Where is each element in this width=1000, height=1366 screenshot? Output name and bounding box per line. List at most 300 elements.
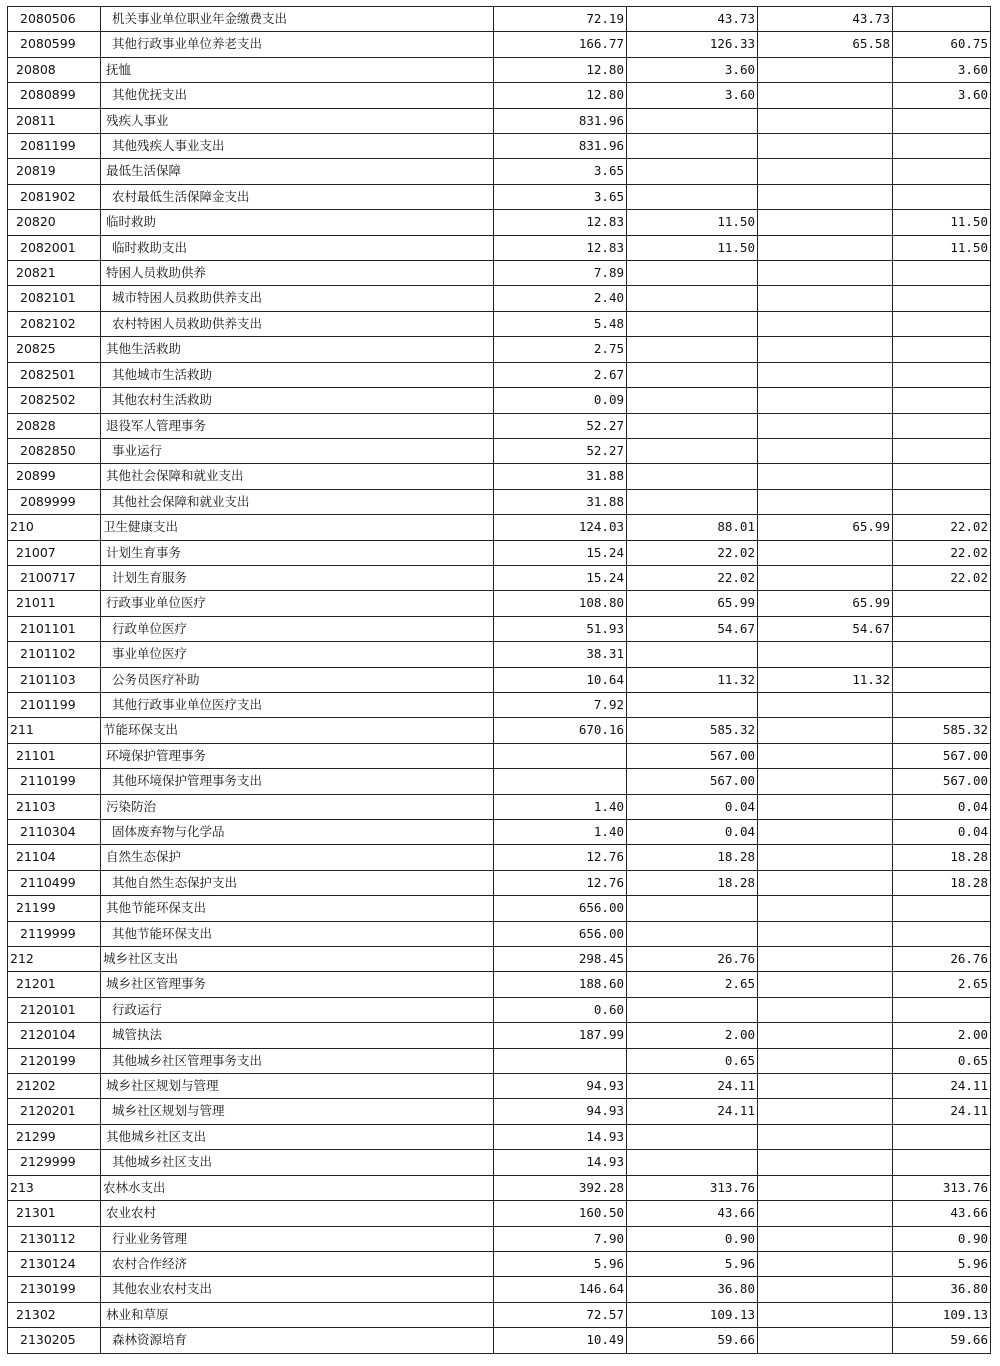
table-row	[8, 235, 991, 260]
table-row	[8, 134, 991, 159]
amount-col3-cell	[758, 845, 893, 870]
amount-col3-cell	[758, 794, 893, 819]
account-code-cell: 210	[8, 515, 101, 540]
account-name-cell: 事业运行	[101, 438, 494, 463]
account-code-cell: 20899	[8, 464, 101, 489]
amount-col2-cell: 2.00	[627, 1023, 758, 1048]
amount-col3-cell	[758, 261, 893, 286]
account-code-cell: 2130205	[8, 1328, 101, 1353]
amount-col3-cell	[758, 947, 893, 972]
amount-col4-cell: 43.66	[893, 1201, 991, 1226]
account-name-cell: 行政事业单位医疗	[101, 591, 494, 616]
amount-col2-cell	[627, 997, 758, 1022]
amount-col3-cell	[758, 718, 893, 743]
amount-col1-cell: 656.00	[494, 921, 627, 946]
amount-col3-cell	[758, 489, 893, 514]
amount-col3-cell	[758, 1302, 893, 1327]
account-code-cell: 20821	[8, 261, 101, 286]
amount-col1-cell: 72.19	[494, 7, 627, 32]
amount-col3-cell: 43.73	[758, 7, 893, 32]
amount-col4-cell: 22.02	[893, 540, 991, 565]
amount-col1-cell: 160.50	[494, 1201, 627, 1226]
amount-col1-cell	[494, 1048, 627, 1073]
amount-col1-cell: 3.65	[494, 184, 627, 209]
account-name-cell: 临时救助	[101, 210, 494, 235]
table-row	[8, 57, 991, 82]
account-name-cell: 事业单位医疗	[101, 642, 494, 667]
account-name-cell: 其他生活救助	[101, 337, 494, 362]
amount-col2-cell: 24.11	[627, 1099, 758, 1124]
amount-col4-cell: 109.13	[893, 1302, 991, 1327]
amount-col3-cell	[758, 413, 893, 438]
table-row	[8, 1048, 991, 1073]
amount-col2-cell	[627, 159, 758, 184]
amount-col4-cell	[893, 134, 991, 159]
amount-col2-cell	[627, 337, 758, 362]
amount-col1-cell: 124.03	[494, 515, 627, 540]
amount-col3-cell: 65.58	[758, 32, 893, 57]
account-name-cell: 机关事业单位职业年金缴费支出	[101, 7, 494, 32]
amount-col2-cell	[627, 108, 758, 133]
account-name-cell: 其他优抚支出	[101, 83, 494, 108]
amount-col2-cell: 3.60	[627, 57, 758, 82]
amount-col2-cell: 65.99	[627, 591, 758, 616]
amount-col2-cell: 0.90	[627, 1226, 758, 1251]
account-name-cell: 行政单位医疗	[101, 616, 494, 641]
amount-col3-cell	[758, 1074, 893, 1099]
account-code-cell: 2101103	[8, 667, 101, 692]
amount-col1-cell: 7.92	[494, 692, 627, 717]
amount-col1-cell: 670.16	[494, 718, 627, 743]
amount-col2-cell: 0.04	[627, 820, 758, 845]
amount-col3-cell	[758, 1150, 893, 1175]
amount-col4-cell	[893, 388, 991, 413]
amount-col4-cell: 313.76	[893, 1175, 991, 1200]
amount-col2-cell	[627, 261, 758, 286]
amount-col1-cell: 31.88	[494, 464, 627, 489]
amount-col2-cell: 59.66	[627, 1328, 758, 1353]
table-row	[8, 1226, 991, 1251]
amount-col2-cell: 26.76	[627, 947, 758, 972]
amount-col4-cell: 0.04	[893, 794, 991, 819]
amount-col1-cell: 2.67	[494, 362, 627, 387]
account-code-cell: 21302	[8, 1302, 101, 1327]
amount-col2-cell	[627, 1150, 758, 1175]
amount-col3-cell	[758, 83, 893, 108]
budget-table-container	[7, 6, 990, 1354]
account-name-cell: 其他行政事业单位养老支出	[101, 32, 494, 57]
amount-col3-cell: 65.99	[758, 515, 893, 540]
amount-col3-cell	[758, 1099, 893, 1124]
amount-col3-cell	[758, 464, 893, 489]
amount-col1-cell	[494, 743, 627, 768]
amount-col2-cell: 2.65	[627, 972, 758, 997]
account-code-cell: 2100717	[8, 565, 101, 590]
amount-col2-cell	[627, 896, 758, 921]
amount-col4-cell: 26.76	[893, 947, 991, 972]
account-name-cell: 其他城市生活救助	[101, 362, 494, 387]
table-row	[8, 1277, 991, 1302]
amount-col4-cell	[893, 159, 991, 184]
account-name-cell: 其他残疾人事业支出	[101, 134, 494, 159]
account-code-cell: 2130112	[8, 1226, 101, 1251]
amount-col4-cell: 60.75	[893, 32, 991, 57]
amount-col1-cell: 1.40	[494, 794, 627, 819]
amount-col4-cell	[893, 591, 991, 616]
amount-col2-cell: 11.32	[627, 667, 758, 692]
account-name-cell: 计划生育服务	[101, 565, 494, 590]
amount-col1-cell: 15.24	[494, 565, 627, 590]
amount-col2-cell: 3.60	[627, 83, 758, 108]
account-name-cell: 城乡社区管理事务	[101, 972, 494, 997]
amount-col1-cell: 52.27	[494, 413, 627, 438]
amount-col2-cell: 5.96	[627, 1251, 758, 1276]
amount-col3-cell	[758, 870, 893, 895]
account-name-cell: 公务员医疗补助	[101, 667, 494, 692]
account-code-cell: 2080599	[8, 32, 101, 57]
amount-col2-cell	[627, 642, 758, 667]
account-name-cell: 行政运行	[101, 997, 494, 1022]
account-code-cell: 2082101	[8, 286, 101, 311]
amount-col1-cell: 12.80	[494, 57, 627, 82]
amount-col1-cell: 51.93	[494, 616, 627, 641]
amount-col4-cell: 59.66	[893, 1328, 991, 1353]
table-row	[8, 769, 991, 794]
account-name-cell: 环境保护管理事务	[101, 743, 494, 768]
amount-col4-cell	[893, 337, 991, 362]
amount-col4-cell	[893, 261, 991, 286]
amount-col3-cell	[758, 769, 893, 794]
amount-col4-cell: 22.02	[893, 515, 991, 540]
amount-col1-cell: 3.65	[494, 159, 627, 184]
amount-col3-cell	[758, 1124, 893, 1149]
table-row	[8, 413, 991, 438]
amount-col4-cell	[893, 286, 991, 311]
amount-col4-cell	[893, 413, 991, 438]
amount-col2-cell	[627, 311, 758, 336]
account-code-cell: 2130199	[8, 1277, 101, 1302]
account-code-cell: 2120101	[8, 997, 101, 1022]
amount-col2-cell: 11.50	[627, 210, 758, 235]
amount-col4-cell	[893, 7, 991, 32]
amount-col4-cell	[893, 489, 991, 514]
account-code-cell: 2110199	[8, 769, 101, 794]
table-row	[8, 464, 991, 489]
table-row	[8, 718, 991, 743]
table-row	[8, 159, 991, 184]
budget-expenditure-table	[7, 6, 991, 1354]
amount-col2-cell: 18.28	[627, 870, 758, 895]
table-row	[8, 1099, 991, 1124]
account-code-cell: 20825	[8, 337, 101, 362]
amount-col4-cell	[893, 464, 991, 489]
table-row	[8, 540, 991, 565]
amount-col4-cell: 2.00	[893, 1023, 991, 1048]
amount-col3-cell	[758, 820, 893, 845]
account-code-cell: 2082001	[8, 235, 101, 260]
account-code-cell: 2081902	[8, 184, 101, 209]
amount-col1-cell: 94.93	[494, 1099, 627, 1124]
account-code-cell: 2110304	[8, 820, 101, 845]
account-code-cell: 2089999	[8, 489, 101, 514]
amount-col1-cell: 14.93	[494, 1150, 627, 1175]
amount-col4-cell: 2.65	[893, 972, 991, 997]
amount-col3-cell	[758, 972, 893, 997]
amount-col4-cell: 3.60	[893, 57, 991, 82]
amount-col1-cell: 0.09	[494, 388, 627, 413]
amount-col1-cell: 188.60	[494, 972, 627, 997]
account-name-cell: 城市特困人员救助供养支出	[101, 286, 494, 311]
account-name-cell: 退役军人管理事务	[101, 413, 494, 438]
table-row	[8, 870, 991, 895]
amount-col2-cell: 43.73	[627, 7, 758, 32]
amount-col1-cell: 5.48	[494, 311, 627, 336]
account-code-cell: 2081199	[8, 134, 101, 159]
amount-col2-cell	[627, 692, 758, 717]
table-row	[8, 667, 991, 692]
amount-col3-cell	[758, 388, 893, 413]
amount-col4-cell	[893, 667, 991, 692]
amount-col2-cell: 0.04	[627, 794, 758, 819]
account-name-cell: 其他农业农村支出	[101, 1277, 494, 1302]
amount-col4-cell: 567.00	[893, 743, 991, 768]
amount-col2-cell: 24.11	[627, 1074, 758, 1099]
table-row	[8, 489, 991, 514]
account-code-cell: 212	[8, 947, 101, 972]
account-name-cell: 特困人员救助供养	[101, 261, 494, 286]
account-name-cell: 其他行政事业单位医疗支出	[101, 692, 494, 717]
amount-col3-cell	[758, 108, 893, 133]
amount-col2-cell: 0.65	[627, 1048, 758, 1073]
account-code-cell: 21199	[8, 896, 101, 921]
account-name-cell: 残疾人事业	[101, 108, 494, 133]
table-row	[8, 83, 991, 108]
amount-col3-cell	[758, 565, 893, 590]
table-row	[8, 108, 991, 133]
amount-col2-cell: 11.50	[627, 235, 758, 260]
table-row	[8, 1302, 991, 1327]
account-code-cell: 211	[8, 718, 101, 743]
amount-col1-cell: 7.90	[494, 1226, 627, 1251]
table-row	[8, 438, 991, 463]
table-row	[8, 362, 991, 387]
account-name-cell: 行业业务管理	[101, 1226, 494, 1251]
amount-col4-cell: 5.96	[893, 1251, 991, 1276]
account-code-cell: 21301	[8, 1201, 101, 1226]
table-row	[8, 794, 991, 819]
account-name-cell: 卫生健康支出	[101, 515, 494, 540]
account-code-cell: 21007	[8, 540, 101, 565]
amount-col3-cell	[758, 896, 893, 921]
amount-col3-cell	[758, 184, 893, 209]
account-name-cell: 其他城乡社区支出	[101, 1150, 494, 1175]
amount-col4-cell	[893, 108, 991, 133]
amount-col3-cell	[758, 642, 893, 667]
amount-col4-cell: 0.90	[893, 1226, 991, 1251]
account-name-cell: 其他社会保障和就业支出	[101, 489, 494, 514]
table-row	[8, 642, 991, 667]
account-code-cell: 2130124	[8, 1251, 101, 1276]
account-code-cell: 2120199	[8, 1048, 101, 1073]
amount-col2-cell: 54.67	[627, 616, 758, 641]
amount-col1-cell: 14.93	[494, 1124, 627, 1149]
amount-col1-cell: 94.93	[494, 1074, 627, 1099]
table-row	[8, 972, 991, 997]
account-code-cell: 2120201	[8, 1099, 101, 1124]
amount-col3-cell	[758, 743, 893, 768]
amount-col3-cell	[758, 1226, 893, 1251]
amount-col3-cell: 65.99	[758, 591, 893, 616]
amount-col1-cell: 52.27	[494, 438, 627, 463]
account-name-cell: 抚恤	[101, 57, 494, 82]
amount-col1-cell: 298.45	[494, 947, 627, 972]
amount-col3-cell	[758, 921, 893, 946]
table-row	[8, 616, 991, 641]
account-code-cell: 2120104	[8, 1023, 101, 1048]
amount-col4-cell	[893, 1124, 991, 1149]
account-name-cell: 其他节能环保支出	[101, 921, 494, 946]
amount-col4-cell: 3.60	[893, 83, 991, 108]
amount-col4-cell: 0.65	[893, 1048, 991, 1073]
amount-col1-cell: 166.77	[494, 32, 627, 57]
amount-col2-cell: 585.32	[627, 718, 758, 743]
account-name-cell: 城乡社区支出	[101, 947, 494, 972]
account-code-cell: 2110499	[8, 870, 101, 895]
account-code-cell: 21104	[8, 845, 101, 870]
amount-col3-cell	[758, 1251, 893, 1276]
table-row	[8, 1023, 991, 1048]
account-code-cell: 2082850	[8, 438, 101, 463]
amount-col2-cell: 567.00	[627, 769, 758, 794]
account-code-cell: 20819	[8, 159, 101, 184]
table-row	[8, 32, 991, 57]
account-code-cell: 20828	[8, 413, 101, 438]
amount-col2-cell	[627, 388, 758, 413]
amount-col1-cell: 656.00	[494, 896, 627, 921]
account-code-cell: 21103	[8, 794, 101, 819]
amount-col2-cell	[627, 286, 758, 311]
account-code-cell: 21299	[8, 1124, 101, 1149]
amount-col4-cell: 24.11	[893, 1099, 991, 1124]
account-name-cell: 其他农村生活救助	[101, 388, 494, 413]
account-name-cell: 节能环保支出	[101, 718, 494, 743]
amount-col2-cell: 88.01	[627, 515, 758, 540]
amount-col2-cell: 22.02	[627, 565, 758, 590]
account-code-cell: 21011	[8, 591, 101, 616]
amount-col3-cell: 54.67	[758, 616, 893, 641]
table-row	[8, 1124, 991, 1149]
table-row	[8, 7, 991, 32]
account-code-cell: 2082502	[8, 388, 101, 413]
amount-col4-cell: 24.11	[893, 1074, 991, 1099]
amount-col4-cell	[893, 362, 991, 387]
amount-col1-cell: 5.96	[494, 1251, 627, 1276]
amount-col2-cell	[627, 413, 758, 438]
account-name-cell: 森林资源培育	[101, 1328, 494, 1353]
account-code-cell: 2082501	[8, 362, 101, 387]
amount-col2-cell	[627, 438, 758, 463]
table-row	[8, 515, 991, 540]
amount-col1-cell: 187.99	[494, 1023, 627, 1048]
account-name-cell: 其他城乡社区管理事务支出	[101, 1048, 494, 1073]
amount-col1-cell: 392.28	[494, 1175, 627, 1200]
amount-col2-cell: 567.00	[627, 743, 758, 768]
amount-col4-cell	[893, 1150, 991, 1175]
account-name-cell: 农业农村	[101, 1201, 494, 1226]
account-code-cell: 2080899	[8, 83, 101, 108]
account-name-cell: 林业和草原	[101, 1302, 494, 1327]
account-name-cell: 其他环境保护管理事务支出	[101, 769, 494, 794]
account-name-cell: 其他节能环保支出	[101, 896, 494, 921]
amount-col3-cell	[758, 210, 893, 235]
table-row	[8, 184, 991, 209]
account-code-cell: 2080506	[8, 7, 101, 32]
amount-col4-cell	[893, 438, 991, 463]
amount-col3-cell	[758, 159, 893, 184]
amount-col1-cell: 831.96	[494, 108, 627, 133]
amount-col3-cell: 11.32	[758, 667, 893, 692]
table-row	[8, 692, 991, 717]
amount-col4-cell: 22.02	[893, 565, 991, 590]
amount-col4-cell	[893, 642, 991, 667]
amount-col3-cell	[758, 997, 893, 1022]
amount-col3-cell	[758, 134, 893, 159]
account-name-cell: 自然生态保护	[101, 845, 494, 870]
amount-col4-cell	[893, 692, 991, 717]
amount-col2-cell: 36.80	[627, 1277, 758, 1302]
table-row	[8, 261, 991, 286]
table-row	[8, 388, 991, 413]
account-name-cell: 污染防治	[101, 794, 494, 819]
account-code-cell: 213	[8, 1175, 101, 1200]
amount-col4-cell	[893, 616, 991, 641]
amount-col1-cell: 7.89	[494, 261, 627, 286]
amount-col4-cell: 36.80	[893, 1277, 991, 1302]
account-name-cell: 农村最低生活保障金支出	[101, 184, 494, 209]
amount-col2-cell: 43.66	[627, 1201, 758, 1226]
account-code-cell: 2101102	[8, 642, 101, 667]
amount-col2-cell	[627, 489, 758, 514]
account-name-cell: 临时救助支出	[101, 235, 494, 260]
table-row	[8, 1150, 991, 1175]
amount-col1-cell: 12.76	[494, 870, 627, 895]
account-code-cell: 2119999	[8, 921, 101, 946]
amount-col3-cell	[758, 1201, 893, 1226]
table-row	[8, 896, 991, 921]
account-code-cell: 20811	[8, 108, 101, 133]
account-name-cell: 其他城乡社区支出	[101, 1124, 494, 1149]
table-row	[8, 286, 991, 311]
amount-col3-cell	[758, 362, 893, 387]
table-row	[8, 1251, 991, 1276]
account-name-cell: 城乡社区规划与管理	[101, 1099, 494, 1124]
account-name-cell: 农村合作经济	[101, 1251, 494, 1276]
amount-col4-cell	[893, 921, 991, 946]
amount-col2-cell: 109.13	[627, 1302, 758, 1327]
table-row	[8, 820, 991, 845]
amount-col2-cell	[627, 134, 758, 159]
table-row	[8, 1074, 991, 1099]
amount-col4-cell: 0.04	[893, 820, 991, 845]
amount-col4-cell: 11.50	[893, 235, 991, 260]
amount-col3-cell	[758, 286, 893, 311]
amount-col3-cell	[758, 438, 893, 463]
table-row	[8, 591, 991, 616]
amount-col2-cell: 22.02	[627, 540, 758, 565]
amount-col3-cell	[758, 1175, 893, 1200]
table-row	[8, 210, 991, 235]
amount-col4-cell: 18.28	[893, 845, 991, 870]
